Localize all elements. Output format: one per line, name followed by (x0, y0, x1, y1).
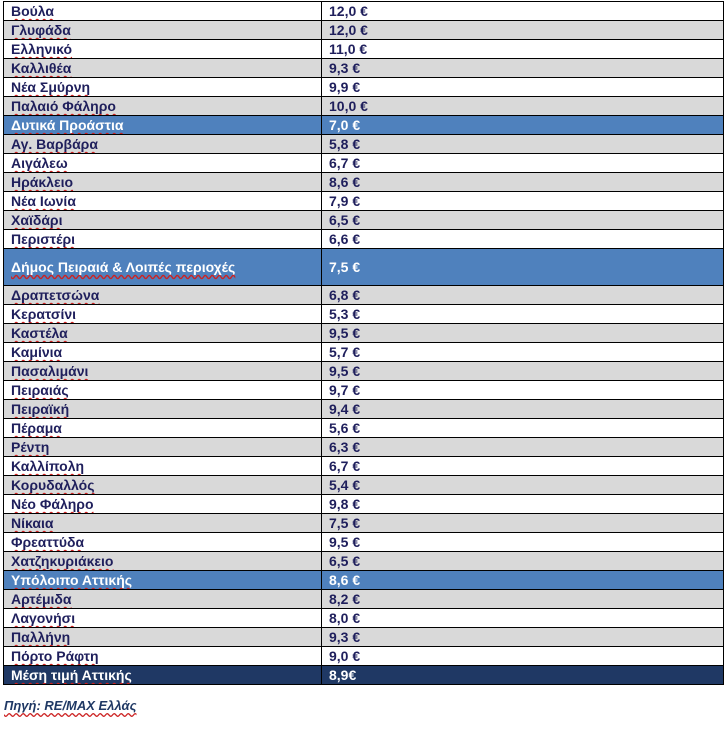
price-cell: 5,6 € (322, 419, 724, 438)
price-cell: 5,4 € (322, 476, 724, 495)
area-name: Νίκαια (11, 515, 54, 531)
area-name: Λαγονήσι (11, 610, 76, 626)
area-name-cell (4, 533, 322, 552)
area-name-cell (4, 154, 322, 173)
area-name-cell (4, 230, 322, 249)
table-row (4, 305, 724, 324)
price-cell: 9,4 € (322, 400, 724, 419)
area-name: Καλλιθέα (11, 60, 72, 76)
area-name-cell (4, 571, 322, 590)
area-name: Χατζηκυριάκειο (11, 553, 114, 569)
price-cell: 6,6 € (322, 230, 724, 249)
price-cell: 6,5 € (322, 552, 724, 571)
price-cell: 5,8 € (322, 135, 724, 154)
table-row (4, 192, 724, 211)
area-name-cell (4, 2, 322, 21)
table-row (4, 59, 724, 78)
area-name-cell (4, 362, 322, 381)
area-name-cell (4, 400, 322, 419)
area-name-cell (4, 495, 322, 514)
area-name-cell (4, 59, 322, 78)
table-row (4, 40, 724, 59)
price-cell: 6,7 € (322, 457, 724, 476)
table-row (4, 135, 724, 154)
area-name: Καλλίπολη (11, 458, 85, 474)
area-name-cell (4, 552, 322, 571)
area-name: Δραπετσώνα (11, 287, 100, 303)
table-row (4, 438, 724, 457)
table-row (4, 324, 724, 343)
area-name-cell (4, 192, 322, 211)
area-name-cell (4, 249, 322, 286)
price-cell: 6,7 € (322, 154, 724, 173)
table-row (4, 97, 724, 116)
area-name: Χαϊδάρι (11, 212, 63, 228)
price-cell: 9,5 € (322, 533, 724, 552)
price-cell: 10,0 € (322, 97, 724, 116)
area-name-cell (4, 135, 322, 154)
area-name: Καστέλα (11, 325, 68, 341)
area-name: Πειραιάς (11, 382, 69, 398)
table-row (4, 609, 724, 628)
table-row (4, 419, 724, 438)
area-name-cell (4, 211, 322, 230)
average-total-row (4, 666, 724, 685)
area-name-cell (4, 97, 322, 116)
price-cell: 9,9 € (322, 78, 724, 97)
price-cell: 7,5 € (322, 249, 724, 286)
area-name: Ρέντη (11, 439, 50, 455)
table-row (4, 514, 724, 533)
table-row (4, 78, 724, 97)
price-cell: 9,0 € (322, 647, 724, 666)
price-cell: 7,5 € (322, 514, 724, 533)
area-name: Γλυφάδα (11, 22, 71, 38)
price-cell: 12,0 € (322, 2, 724, 21)
area-name: Περιστέρι (11, 231, 75, 247)
area-name: Καμίνια (11, 344, 63, 360)
area-name: Πασαλιμάνι (11, 363, 89, 379)
area-name-cell (4, 116, 322, 135)
table-row (4, 286, 724, 305)
area-name-cell (4, 609, 322, 628)
price-cell: 5,3 € (322, 305, 724, 324)
area-name-cell (4, 514, 322, 533)
price-cell: 6,3 € (322, 438, 724, 457)
area-name: Νέα Ιωνία (11, 193, 76, 209)
table-row (4, 173, 724, 192)
table-row (4, 647, 724, 666)
area-name-cell (4, 343, 322, 362)
table-row (4, 400, 724, 419)
area-name-cell (4, 324, 322, 343)
section-header-row (4, 249, 724, 286)
price-cell: 7,0 € (322, 116, 724, 135)
price-cell: 9,5 € (322, 324, 724, 343)
area-name-cell (4, 381, 322, 400)
area-name-cell (4, 173, 322, 192)
price-cell: 8,6 € (322, 571, 724, 590)
area-name: Αρτέμιδα (11, 591, 72, 607)
area-name: Κερατσίνι (11, 306, 77, 322)
price-cell: 9,7 € (322, 381, 724, 400)
area-name-cell (4, 21, 322, 40)
price-table (3, 1, 724, 685)
table-row (4, 2, 724, 21)
price-cell: 9,5 € (322, 362, 724, 381)
area-name: Πόρτο Ράφτη (11, 648, 99, 664)
section-header-row (4, 116, 724, 135)
area-name: Ηράκλειο (11, 174, 74, 190)
table-row (4, 457, 724, 476)
price-cell: 6,8 € (322, 286, 724, 305)
section-header-row (4, 571, 724, 590)
price-cell: 9,3 € (322, 59, 724, 78)
price-cell: 8,9€ (322, 666, 724, 685)
area-name: Νέα Σμύρνη (11, 79, 91, 95)
area-name: Μέση τιμή Αττικής (11, 667, 132, 683)
area-name-cell (4, 419, 322, 438)
price-cell: 7,9 € (322, 192, 724, 211)
table-row (4, 533, 724, 552)
table-row (4, 362, 724, 381)
table-row (4, 21, 724, 40)
area-name: Δήμος Πειραιά & Λοιπές περιοχές (11, 259, 236, 275)
table-row (4, 628, 724, 647)
area-name: Βούλα (11, 3, 55, 19)
area-name-cell (4, 40, 322, 59)
area-name-cell (4, 590, 322, 609)
price-cell: 5,7 € (322, 343, 724, 362)
price-cell: 6,5 € (322, 211, 724, 230)
price-cell: 8,0 € (322, 609, 724, 628)
area-name-cell (4, 438, 322, 457)
table-row (4, 495, 724, 514)
price-table-body (4, 2, 724, 685)
table-row (4, 211, 724, 230)
area-name: Νέο Φάληρο (11, 496, 94, 512)
area-name: Αγ. Βαρβάρα (11, 136, 98, 152)
area-name-cell (4, 457, 322, 476)
area-name: Υπόλοιπο Αττικής (11, 572, 133, 588)
area-name-cell (4, 476, 322, 495)
table-row (4, 590, 724, 609)
area-name: Παλλήνη (11, 629, 71, 645)
area-name-cell (4, 305, 322, 324)
area-name: Παλαιό Φάληρο (11, 98, 116, 114)
price-cell: 12,0 € (322, 21, 724, 40)
table-row (4, 476, 724, 495)
table-row (4, 230, 724, 249)
table-row (4, 381, 724, 400)
area-name: Κορυδαλλός (11, 477, 95, 493)
table-row (4, 154, 724, 173)
table-row (4, 343, 724, 362)
price-cell: 9,3 € (322, 628, 724, 647)
price-cell: 8,2 € (322, 590, 724, 609)
area-name-cell (4, 78, 322, 97)
table-row (4, 552, 724, 571)
area-name-cell (4, 628, 322, 647)
area-name: Πέραμα (11, 420, 62, 436)
price-cell: 8,6 € (322, 173, 724, 192)
area-name-cell (4, 286, 322, 305)
area-name-cell (4, 647, 322, 666)
price-cell: 9,8 € (322, 495, 724, 514)
area-name-cell (4, 666, 322, 685)
area-name: Φρεαττύδα (11, 534, 85, 550)
source-note: Πηγή: RE/MAX Ελλάς (4, 698, 137, 713)
area-name: Ελληνικό (11, 41, 73, 57)
area-name: Αιγάλεω (11, 155, 68, 171)
price-cell: 11,0 € (322, 40, 724, 59)
area-name: Δυτικά Προάστια (11, 117, 124, 133)
area-name: Πειραϊκή (11, 401, 70, 417)
